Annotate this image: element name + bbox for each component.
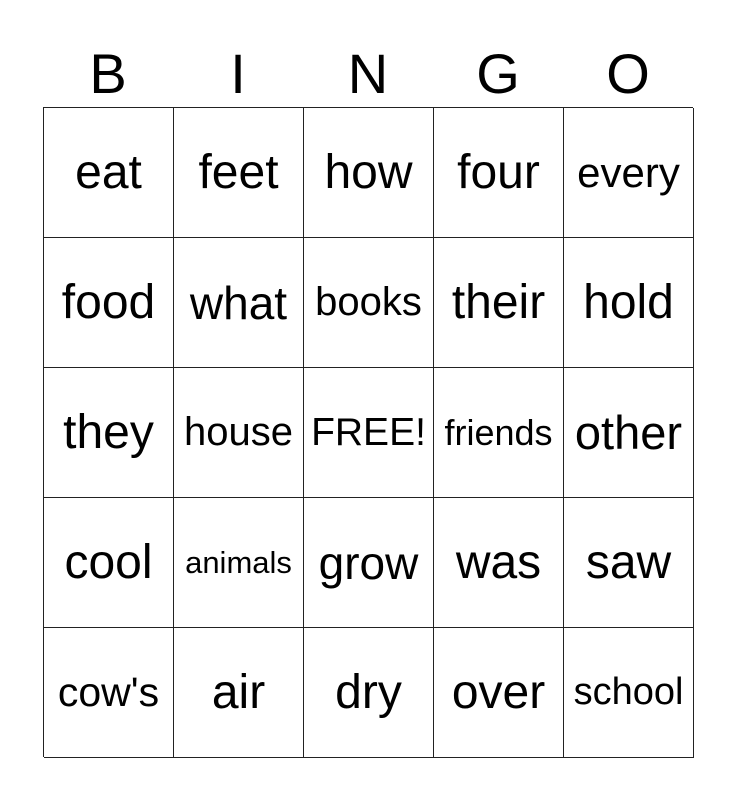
bingo-cell[interactable]: friends [434, 368, 564, 498]
bingo-cell[interactable]: four [434, 108, 564, 238]
bingo-cell[interactable]: every [564, 108, 694, 238]
bingo-cell[interactable]: eat [44, 108, 174, 238]
bingo-cell[interactable]: animals [174, 498, 304, 628]
bingo-cell[interactable]: other [564, 368, 694, 498]
bingo-cell[interactable]: they [44, 368, 174, 498]
bingo-cell[interactable]: what [174, 238, 304, 368]
bingo-card-grid [43, 107, 693, 757]
bingo-cell[interactable]: cow's [44, 628, 174, 758]
bingo-cell[interactable]: books [304, 238, 434, 368]
bingo-cell[interactable]: food [44, 238, 174, 368]
bingo-cell[interactable]: grow [304, 498, 434, 628]
bingo-cell[interactable]: dry [304, 628, 434, 758]
header-letter-o: O [606, 42, 650, 105]
bingo-header [43, 40, 693, 108]
bingo-cell[interactable]: school [564, 628, 694, 758]
header-letter-b: B [89, 42, 127, 105]
bingo-cell[interactable]: air [174, 628, 304, 758]
bingo-cell[interactable]: house [174, 368, 304, 498]
bingo-cell[interactable]: cool [44, 498, 174, 628]
bingo-cell[interactable]: hold [564, 238, 694, 368]
bingo-cell[interactable]: their [434, 238, 564, 368]
header-letter-n: N [347, 42, 389, 105]
bingo-cell[interactable]: how [304, 108, 434, 238]
bingo-cell[interactable]: was [434, 498, 564, 628]
bingo-cell-free[interactable]: FREE! [304, 368, 434, 498]
header-letter-i: I [230, 42, 246, 105]
bingo-cell[interactable]: feet [174, 108, 304, 238]
bingo-cell[interactable]: saw [564, 498, 694, 628]
bingo-cell[interactable]: over [434, 628, 564, 758]
header-letter-g: G [476, 42, 520, 105]
